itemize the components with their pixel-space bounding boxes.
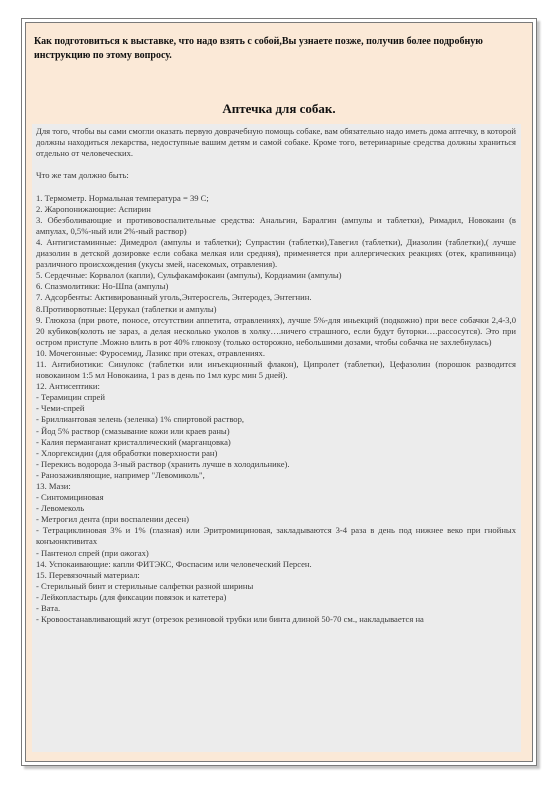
list-item: 14. Успокаивающие: капли ФИТЭКС, Фоспасим или человеческий Персен. <box>36 558 312 569</box>
list-item: - Тетрациклиновая 3% и 1% (глазная) или Эритромициновая, закладываются 3-4 раза в день под нижнее веко при гнойных конъюнктивитах <box>36 525 516 547</box>
list-item: 6. Спазмолитики: Но-Шпа (ампулы) <box>36 281 169 292</box>
list-item: - Ранозаживляющие, например "Левомиколь", <box>36 469 205 480</box>
intro-paragraph: Для того, чтобы вы сами смогли оказать первую доврачебную помощь собаке, вам обязательно надо иметь дома аптечку, в которой должны находиться лекарства, недоступные вашим детям и самой собаке. Кроме того, ветеринарные средства должны храниться отдельно от человеческих. <box>36 126 516 159</box>
list-item: - Калия перманганат кристаллический (марганцовка) <box>36 436 231 447</box>
list-item: - Перекись водорода 3-ный раствор (хранить лучше в холодильнике). <box>36 458 290 469</box>
page-frame <box>21 18 537 766</box>
page-background <box>25 22 533 762</box>
list-item: - Стерильный бинт и стерильные салфетки разной ширины <box>36 580 254 591</box>
list-item: - Лейкопластырь (для фиксации повязок и катетера) <box>36 591 227 602</box>
list-item: 4. Антигистаминные: Димедрол (ампулы и таблетки); Супрастин (таблетки),Тавегил (таблетки), Диазолин (таблетки),( лучше диазолин в детской дозировке если собака мелкая или средняя), применяется при аллергических реакциях (отек, крапивница) различного происхождения (укусы змей, насекомых, отравления). <box>36 236 516 270</box>
list-item: 13. Мази: <box>36 481 71 491</box>
list-item: - Терамицин спрей <box>36 392 105 403</box>
medicine-list <box>36 193 516 626</box>
list-item: 10. Мочегонные: Фуросемид, Лазикс при отеках, отравлениях. <box>36 347 266 358</box>
content-box <box>32 124 521 752</box>
list-item: 12. Антисептики: <box>36 381 100 392</box>
list-item: - Левомеколь <box>36 503 85 514</box>
list-item: - Пантенол спрей (при ожогах) <box>36 547 149 558</box>
list-item: 7. Адсорбенты: Активированный уголь,Энтеросгель, Энтеродез, Энтегнин. <box>36 292 312 303</box>
list-item: - Хлоргексидин (для обработки поверхности ран) <box>36 447 218 458</box>
spacer <box>36 159 516 170</box>
intro-text: Как подготовиться к выставке, что надо взять с собой,Вы узнаете позже, получив более подробную инструкцию по этому вопросу. <box>34 36 483 61</box>
list-item: - Вата. <box>36 603 61 614</box>
spacer <box>36 181 516 192</box>
list-item: 15. Перевязочный материал: <box>36 569 140 580</box>
list-item: 9. Глюкоза (при рвоте, поносе, отсутствии аппетита, отравлениях), лучше 5%-для иньекций (подкожно) при весе собачки 2,4-3,0 20 кубиков(колоть не зараз, а делая несколько уколов в холку….ничего страшного, если будут буторки….рассосутся). Это при остром приступе .Можно влить в рот 40% глюкозу (только осторожно, небольшими дозами, чтобы собачка не захлебнулась) <box>36 314 516 347</box>
list-item: - Кровоостанавливающий жгут (отрезок резиновой трубки или бинта длиной 50-70 см., накладывается на <box>36 614 424 625</box>
list-item: - Чеми-спрей <box>36 403 85 414</box>
section-title: Аптечка для собак. <box>222 101 336 116</box>
list-item: 11. Антибиотики: Синулокс (таблетки или инъекционный флакон), Ципролет (таблетки), Цефазолин (порошок разводится новокаином 1:5 мл Новокаина, 1 раз в день по 1мл курс мин 5 дней). <box>36 358 516 381</box>
list-item: 3. Обезболивающие и противовоспалительные средства: Анальгин, Баралгин (ампулы и таблетки), Римадил, Новокаин (в ампулах, 0,5%-ный или 2%-ный раствор) <box>36 214 516 236</box>
list-item: 5. Сердечные: Корвалол (капли), Сульфакамфокаин (ампулы), Кордиамин (ампулы) <box>36 270 342 281</box>
question-text: Что же там должно быть: <box>36 170 129 181</box>
list-item: - Йод 5% раствор (смазывание кожи или краев раны) <box>36 425 230 436</box>
list-item: - Бриллиантовая зелень (зеленка) 1% спиртовой раствор, <box>36 414 245 425</box>
list-item: - Синтомициновая <box>36 492 104 503</box>
list-item: 2. Жаропонижающие: Аспирин <box>36 203 151 214</box>
list-item: - Метрогил дента (при воспалении десен) <box>36 514 189 525</box>
list-item: 8.Противорвотные: Церукал (таблетки и ампулы) <box>36 303 217 314</box>
list-item: 1. Термометр. Нормальная температура = 39 С; <box>36 192 209 203</box>
